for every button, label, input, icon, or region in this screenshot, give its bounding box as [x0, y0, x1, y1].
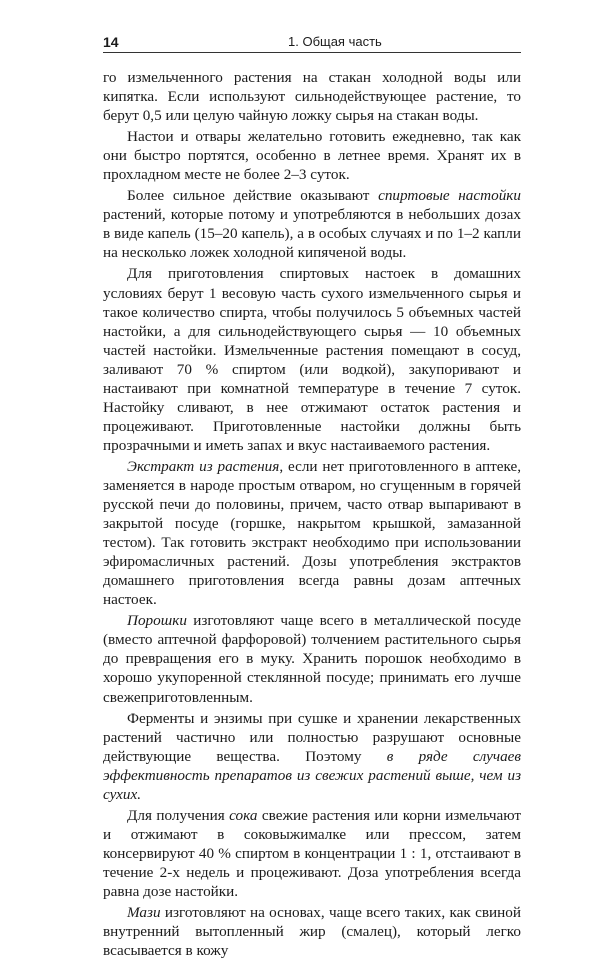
- italic-term: Экстракт из растения: [127, 457, 280, 475]
- italic-term: в ряде случаев эффективность препаратов из свежих растений выше, чем из сухих.: [103, 747, 521, 803]
- paragraph: [103, 264, 521, 454]
- paragraph: [103, 903, 521, 960]
- paragraph: [103, 806, 521, 901]
- text-run: Для приготовления спиртовых настоек в домашних условиях берут 1 весовую часть сухого измельченного сырья и такое количество спирта, чтобы получилось 5 объемных частей настойки, а для сильнодействующего сырья — 10 объемных частей настойки. Измельченные растения помещают в сосуд, заливают 70 % спиртом (или водкой), закупоривают и настаивают при комнатной температуре в течение 7 суток. Настойку сливают, в нее отжимают остаток растения и процеживают. Приготовленные настойки должны быть прозрачными и иметь запах и вкус настаиваемого растения.: [103, 265, 521, 454]
- text-run: , если нет приготовленного в аптеке, заменяется в народе простым отваром, но сгущенным в горячей русской печи до половины, причем, часто отвар выпаривают в закрытой посуде (горшке, накрытом крышкой, замазанной тестом). Так готовить экстракт необходимо при использовании эфиромасличных растений. Дозы употребления экстрактов домашнего приготовления всегда равны дозам аптечных настоек.: [103, 457, 521, 609]
- paragraph: [103, 186, 521, 262]
- text-run: Более сильное действие оказывают: [127, 187, 379, 205]
- italic-term: Порошки: [127, 612, 187, 630]
- italic-term: Мази: [127, 904, 161, 922]
- paragraph: [103, 709, 521, 804]
- text-run: го измельченного растения на стакан холодной воды или кипятка. Если используют сильнодействующее растение, то берут 0,5 или целую чайную ложку сырья на стакан воды.: [103, 69, 521, 125]
- text-run: изготовляют на основах, чаще всего таких, как свиной внутренний вытопленный жир (смалец), который легко всасывается в кожу: [103, 904, 521, 960]
- paragraph: [103, 457, 521, 609]
- page-number: 14: [103, 34, 119, 50]
- text-run: свежие растения или корни измельчают и отжимают в соковыжималке или прессом, затем консервируют 40 % спиртом в концентрации 1 : 1, отстаивают в течение 2-х недель и процеживают. Доза употребления всегда равна дозе настойки.: [103, 806, 521, 900]
- running-head: 1. Общая часть: [288, 34, 382, 49]
- paragraph: [103, 68, 521, 125]
- page-header: [103, 30, 521, 53]
- text-run: растений, которые потому и употребляются в небольших дозах в виде капель (15–20 капель), а в особых случаях и по 1–2 капли на несколько ложек холодной кипяченой воды.: [103, 206, 521, 262]
- text-run: изготовляют чаще всего в металлической посуде (вместо аптечной фарфоровой) толчением растительного сырья до превращения его в муку. Хранить порошок необходимо в хорошо укупоренной стеклянной посуде; принимать его лучше свежеприготовленным.: [103, 612, 521, 706]
- paragraph: [103, 611, 521, 706]
- italic-term: спиртовые настойки: [378, 187, 521, 205]
- paragraph: [103, 127, 521, 184]
- text-run: Ферменты и энзимы при сушке и хранении лекарственных растений частично или полностью разрушают основные действующие вещества. Поэтому: [103, 709, 521, 765]
- body-text: [103, 68, 521, 962]
- italic-term: сока: [229, 806, 258, 824]
- text-run: Для получения: [127, 806, 230, 824]
- text-run: Настои и отвары желательно готовить ежедневно, так как они быстро портятся, особенно в летнее время. Хранят их в прохладном месте не более 2–3 суток.: [103, 128, 521, 184]
